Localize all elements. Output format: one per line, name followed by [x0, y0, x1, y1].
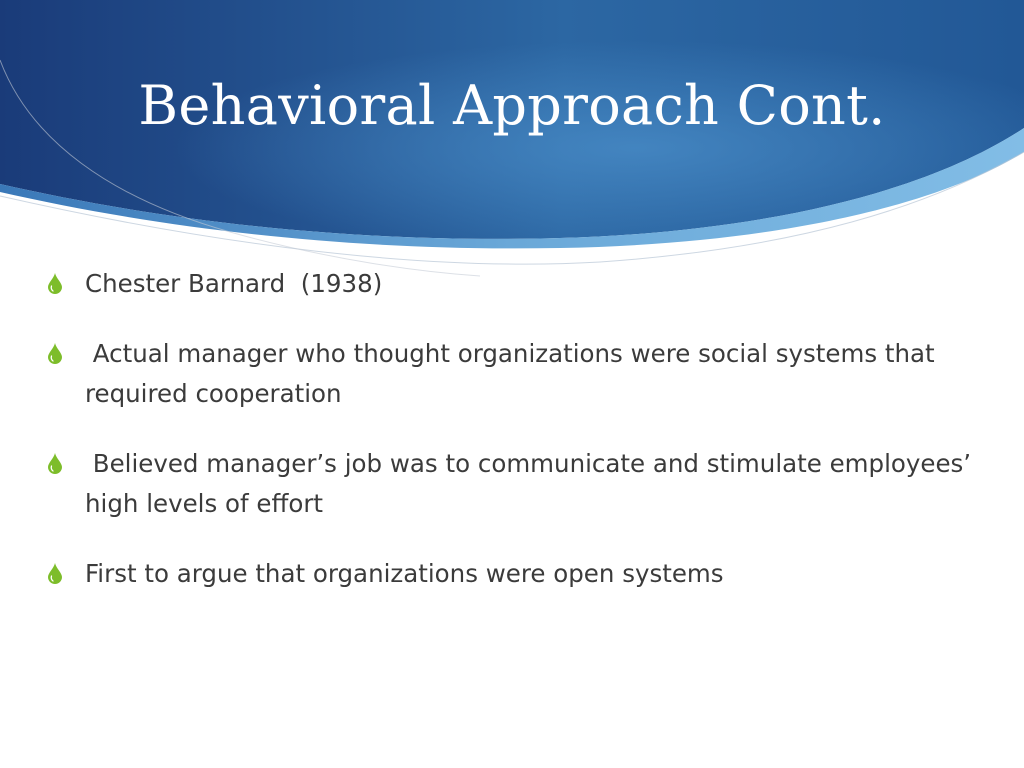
list-item [48, 554, 988, 594]
slide-title: Behavioral Approach Cont. [138, 74, 886, 137]
bullet-text: Chester Barnard (1938) [85, 269, 383, 298]
bullet-text: Believed manager’s job was to communicate and stimulate employees’ high levels of effort [85, 449, 979, 518]
bullet-list [48, 264, 988, 624]
list-item [48, 264, 988, 304]
droplet-icon [48, 554, 85, 588]
bullet-text: Actual manager who thought organizations were social systems that required cooperation [85, 339, 943, 408]
droplet-icon [48, 264, 85, 298]
droplet-icon [48, 334, 85, 368]
list-item [48, 334, 988, 414]
bullet-text: First to argue that organizations were open systems [85, 559, 724, 588]
droplet-icon [48, 444, 85, 478]
list-item [48, 444, 988, 524]
